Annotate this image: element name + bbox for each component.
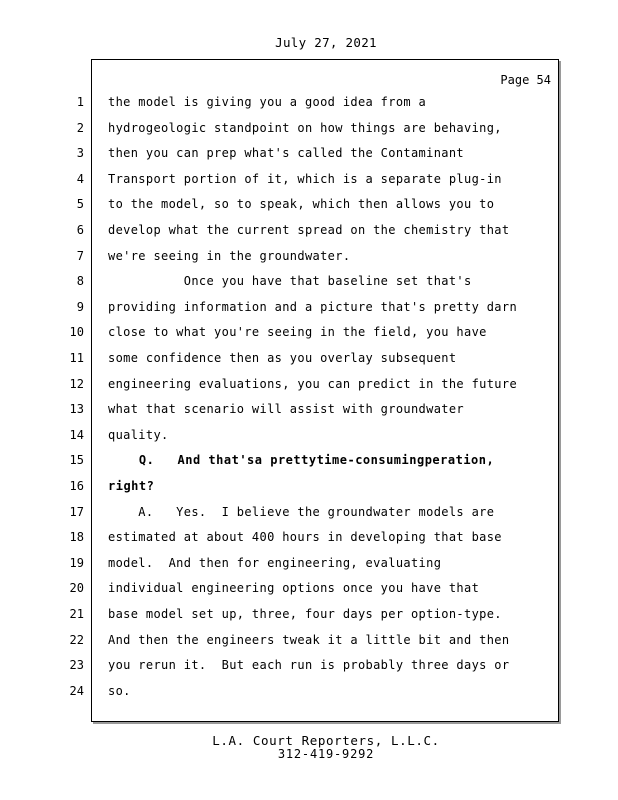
transcript-line-text: estimated at about 400 hours in developing that base (108, 530, 502, 544)
transcript-line-text: develop what the current spread on the chemistry that (108, 223, 510, 237)
transcript-date: July 27, 2021 (275, 35, 377, 50)
transcript-line-text: right? (108, 479, 155, 493)
line-number: 10 (69, 325, 84, 339)
reporter-company: L.A. Court Reporters, L.L.C. (212, 733, 440, 748)
transcript-line-text: so. (108, 684, 131, 698)
transcript-line-text: Q. And that'sa prettytime-consumingperation, (108, 453, 495, 467)
line-number: 19 (69, 556, 84, 570)
transcript-line-text: to the model, so to speak, which then allows you to (108, 197, 495, 211)
line-number: 11 (69, 351, 84, 365)
page-number: Page 54 (500, 73, 551, 87)
transcript-line-text: A. Yes. I believe the groundwater models are (108, 505, 495, 519)
transcript-line-text: we're seeing in the groundwater. (108, 249, 351, 263)
line-number: 18 (69, 530, 84, 544)
line-number: 13 (69, 402, 84, 416)
transcript-line-text: you rerun it. But each run is probably three days or (108, 658, 510, 672)
line-number: 24 (69, 684, 84, 698)
transcript-line-text: what that scenario will assist with groundwater (108, 402, 465, 416)
reporter-phone: 312-419-9292 (277, 747, 375, 761)
transcript-line-text: the model is giving you a good idea from a (108, 95, 427, 109)
transcript-line-text: Once you have that baseline set that's (108, 274, 472, 288)
line-number: 7 (76, 249, 84, 263)
line-number: 16 (69, 479, 84, 493)
line-number: 4 (76, 172, 84, 186)
transcript-line-text: then you can prep what's called the Contaminant (108, 146, 465, 160)
transcript-line-text: engineering evaluations, you can predict in the future (108, 377, 518, 391)
line-number: 23 (69, 658, 84, 672)
line-number: 12 (69, 377, 84, 391)
line-number: 17 (69, 505, 84, 519)
transcript-line-text: some confidence then as you overlay subsequent (108, 351, 457, 365)
line-number: 3 (76, 146, 84, 160)
line-number: 9 (76, 300, 84, 314)
transcript-line-text: quality. (108, 428, 169, 442)
transcript-line-text: hydrogeologic standpoint on how things are behaving, (108, 121, 502, 135)
line-number: 15 (69, 453, 84, 467)
line-number: 1 (76, 95, 84, 109)
line-number: 6 (76, 223, 84, 237)
transcript-line-text: individual engineering options once you have that (108, 581, 480, 595)
line-number: 14 (69, 428, 84, 442)
transcript-line-text: base model set up, three, four days per option-type. (108, 607, 502, 621)
line-number: 22 (69, 633, 84, 647)
line-number: 20 (69, 581, 84, 595)
transcript-line-text: providing information and a picture that's pretty darn (108, 300, 518, 314)
transcript-line-text: And then the engineers tweak it a little bit and then (108, 633, 510, 647)
line-number: 8 (76, 274, 84, 288)
line-number: 5 (76, 197, 84, 211)
transcript-line-text: model. And then for engineering, evaluating (108, 556, 442, 570)
line-number: 21 (69, 607, 84, 621)
transcript-line-text: Transport portion of it, which is a separate plug-in (108, 172, 502, 186)
transcript-line-text: close to what you're seeing in the field, you have (108, 325, 487, 339)
line-number: 2 (76, 121, 84, 135)
